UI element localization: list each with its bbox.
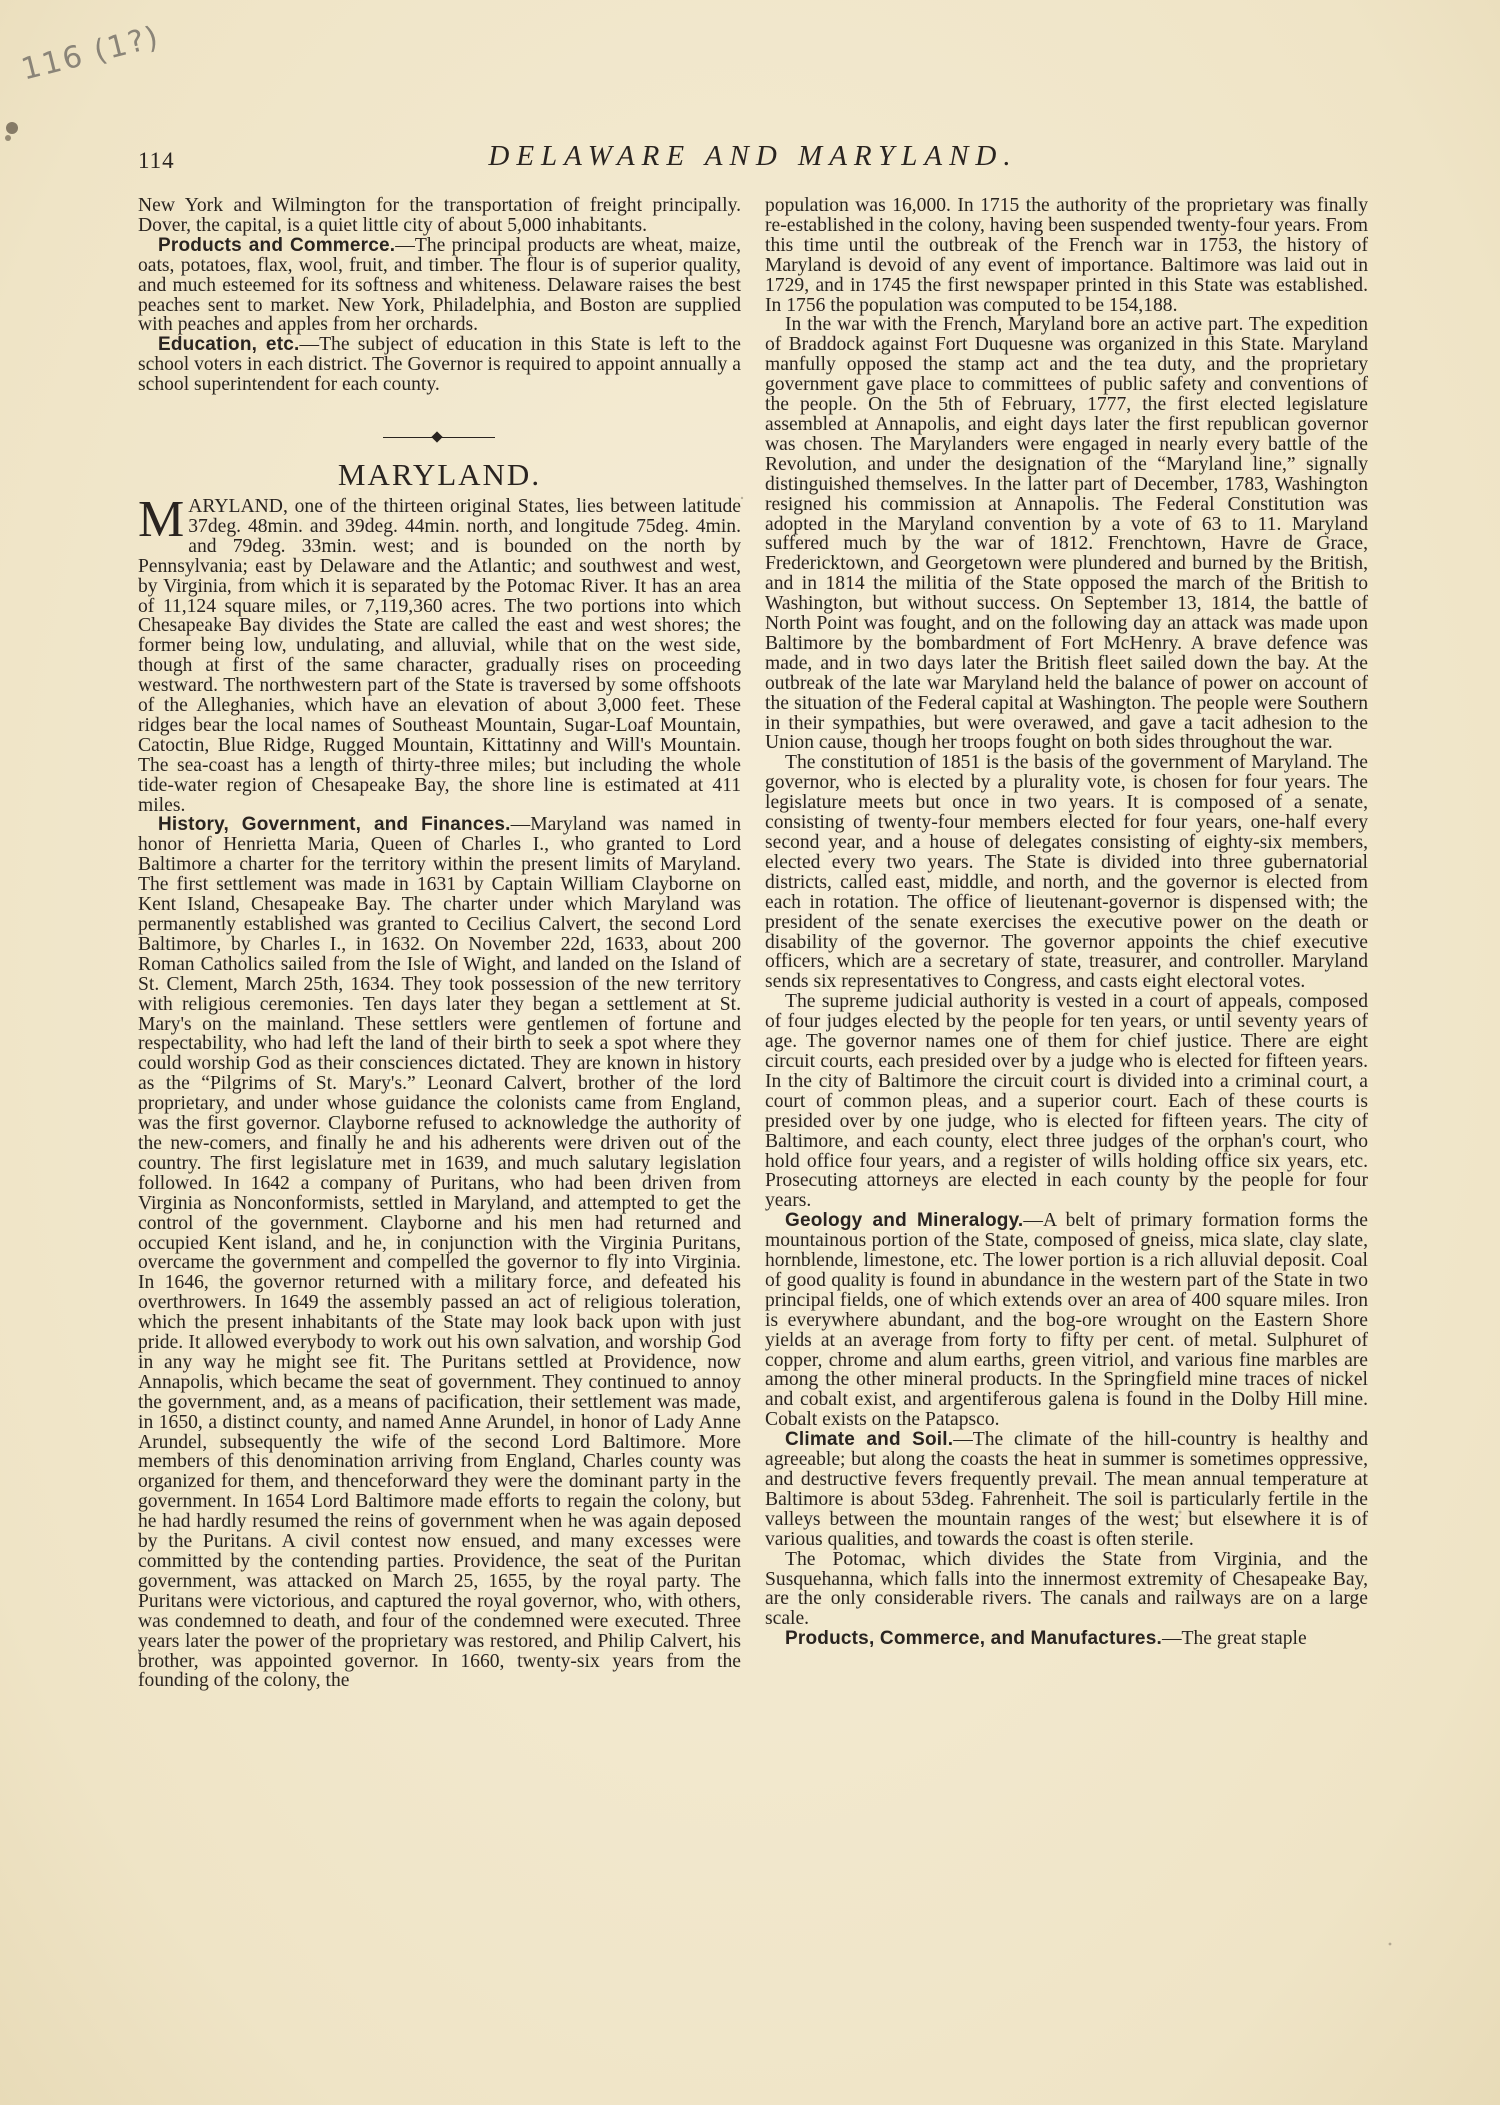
text-climate: —The climate of the hill-country is healthy and agreeable; but along the coasts the heat in summer is sometimes oppressive, and destructive fevers frequently prevail. The mean annual temperature at Baltimore is about 53deg. Fahrenheit. The soil is particularly fertile in the valleys between the mountain ranges of the west; but elsewhere it is of various qualities, and towards the coast is often sterile. (765, 1429, 1368, 1550)
text-history: —Maryland was named in honor of Henrietta Maria, Queen of Charles I., who granted to Lord Baltimore a charter for the territory within the present limits of Maryland. The first settlement was made in 1631 by Captain William Clayborne on Kent Island, Chesapeake Bay. The charter under which Maryland was permanently established was granted to Cecilius Calvert, the second Lord Baltimore, by Charles I., in 1632. On November 22d, 1633, about 200 Roman Catholics sailed from the Isle of Wight, and landed on the Island of St. Clement, March 25th, 1634. They took possession of the new territory with religious ceremonies. Ten days later they began a settlement at St. Mary's on the mainland. These settlers were gentlemen of fortune and respectability, who had left the land of their birth to seek a spot where they could worship God as their consciences dictated. They are known in history as the “Pilgrims of St. Mary's.” Leonard Calvert, brother of the lord proprietary, and under whose guidance the colonists came from England, was the first governor. Clayborne refused to acknowledge the authority of the new-comers, and finally he and his adherents were driven out of the country. The first legislature met in 1639, and much salutary legislation followed. In 1642 a company of Puritans, who had been driven from Virginia as Nonconformists, settled in Maryland, and attempted to get the control of the government. Clayborne and his men had returned and occupied Kent island, and he, in conjunction with the Virginia Puritans, overcame the government and compelled the governor to fly into Virginia. In 1646, the governor returned with a military force, and defeated his overthrowers. In 1649 the assembly passed an act of religious toleration, which the present inhabitants of the State may look back upon with just pride. It allowed everybody to work out his own salvation, and worship God in any way he might see fit. The Puritans settled at Providence, now Annapolis, which became the seat of government. They continued to annoy the government, and, as a means of pacification, their settlement was made, in 1650, a distinct county, and named Anne Arundel, in honor of Lady Anne Arundel, subsequently the wife of the second Lord Baltimore. More members of this denomination arriving from England, Charles county was organized for them, and thenceforward they were the dominant party in the government. In 1654 Lord Baltimore made efforts to regain the colony, but he had hardly resumed the reins of government when he was again deposed by the Puritans. A civil contest now ensued, and many excesses were committed by the contending parties. Providence, the seat of the Puritan government, was attacked on March 25, 1655, by the royal party. The Puritans were victorious, and captured the royal governor, who, with others, was condemned to death, and four of the condemned were executed. Three years later the power of the proprietary was restored, and Philip Calvert, his brother, was appointed governor. In 1660, twenty-six years from the founding of the colony, the (138, 814, 741, 1692)
paragraph-rivers: The Potomac, which divides the State from Virginia, and the Susquehanna, which falls into the innermost extremity of Chesapeake Bay, are the only considerable rivers. The canals and railways are on a large scale. (765, 1548, 1368, 1630)
paragraph-continued: population was 16,000. In 1715 the authority of the proprietary was finally re-established in the colony, having been suspended twenty-four years. From this time until the outbreak of the French war in 1753, the history of Maryland is devoid of any event of importance. Baltimore was laid out in 1729, and in 1745 the first newspaper printed in this State was established. In 1756 the population was computed to be 154,188. (765, 195, 1368, 316)
drop-cap: M (138, 490, 185, 548)
heading-geology: Geology and Mineralogy. (785, 1210, 1024, 1232)
text-maryland-intro: ARYLAND, one of the thirteen original States, lies between latitude 37deg. 48min. and 39deg. 44min. north, and longitude 75deg. 4min. and 79deg. 33min. west; and is bounded on the north by Pennsylvania; east by Delaware and the Atlantic; and southwest and west, by Virginia, from which it is separated by the Potomac River. It has an area of 11,124 square miles, or 7,119,360 acres. The two portions into which Chesapeake Bay divides the State are called the east and west shores; the former being low, undulating, and alluvial, while that on the west side, though at first of the same character, gradually rises on proceeding westward. The northwestern part of the State is traversed by some offshoots of the Alleghanies, which have an elevation of about 3,000 feet. These ridges bear the local names of Southeast Mountain, Sugar-Loaf Mountain, Catoctin, Blue Ridge, Rugged Mountain, Kittatinny and Will's Mountain. The sea-coast has a length of thirty-three miles; but including the whole tide-water region of Chesapeake Bay, the shore line is estimated at 411 miles. (138, 495, 741, 816)
page-number: 114 (138, 148, 175, 173)
right-column (765, 196, 1368, 1649)
running-head (138, 140, 1368, 180)
pencil-margin-note: 116 (1?) (17, 19, 164, 88)
paragraph-products (138, 236, 741, 336)
paragraph-education (138, 335, 741, 395)
paragraph-climate (765, 1430, 1368, 1549)
text-education: —The subject of education in this State is left to the school voters in each district. The Governor is required to appoint annually a school superintendent for each county. (138, 334, 741, 396)
paragraph-war: In the war with the French, Maryland bore an active part. The expedition of Braddock against Fort Duquesne was organized in this State. Maryland manfully opposed the stamp act and the tea duty, and the proprietary government gave place to committees of public safety and conventions of the people. On the 5th of February, 1777, the first elected legislature assembled at Annapolis, and eight days later the first republican governor was chosen. The Marylanders were engaged in nearly every battle of the Revolution, and under the designation of the “Maryland line,” signally distinguished themselves. In the latter part of December, 1783, Washington resigned his commission at Annapolis. The Federal Constitution was adopted in the Maryland convention by a vote of 63 to 11. Maryland suffered much by the war of 1812. Frenchtown, Havre de Grace, Fredericktown, and Georgetown were plundered and burned by the British, and in 1814 the militia of the State opposed the march of the British to Washington, but without success. On September 13, 1814, the battle of North Point was fought, and on the following day an attack was made upon Baltimore by the bombardment of Fort McHenry. A brave defence was made, and in two days later the British fleet sailed down the bay. At the outbreak of the late war Maryland held the balance of power on account of the situation of the Federal capital at Washington. The people were Southern in their sympathies, but were overawed, and gave a tacit adhesion to the Union cause, though her troops fought on both sides throughout the war. (765, 314, 1368, 754)
heading-education: Education, etc. (158, 334, 300, 356)
running-title: DELAWARE AND MARYLAND. (488, 140, 1018, 172)
heading-history: History, Government, and Finances. (158, 814, 511, 836)
left-column (138, 196, 741, 1691)
paragraph-history (138, 815, 741, 1691)
paragraph-geology (765, 1211, 1368, 1430)
heading-climate: Climate and Soil. (785, 1429, 954, 1451)
paragraph-intro: New York and Wilmington for the transportation of freight principally. Dover, the capital, is a quiet little city of about 5,000 inhabitants. (138, 195, 741, 236)
paragraph-maryland-intro (138, 490, 741, 816)
paragraph-manufactures (765, 1629, 1368, 1649)
text-geology: —A belt of primary formation forms the mountainous portion of the State, composed of gneiss, mica slate, clay slate, hornblende, limestone, etc. The lower portion is a rich alluvial deposit. Coal of good quality is found in abundance in the western part of the State in two principal fields, one of which extends over an area of 400 square miles. Iron is everywhere abundant, and the bog-ore wrought on the Eastern Shore yields at an average from forty to fifty per cent. of metal. Sulphuret of copper, chrome and alum earths, green vitriol, and various fine marbles are among the other mineral products. In the Springfield mine traces of nickel and cobalt exist, and argentiferous galena is found in the Dolby Hill mine. Cobalt exists on the Patapsco. (765, 1210, 1368, 1431)
text-products: —The principal products are wheat, maize, oats, potatoes, flax, wool, fruit, and timber. The flour is of superior quality, and much esteemed for its softness and whiteness. Delaware raises the best peaches sent to market. New York, Philadelphia, and Boston are supplied with peaches and apples from her orchards. (138, 234, 741, 336)
text-manufactures: —The great staple (1161, 1628, 1307, 1650)
heading-products: Products and Commerce. (158, 234, 396, 256)
section-ornament (138, 431, 741, 445)
paragraph-constitution: The constitution of 1851 is the basis of the government of Maryland. The governor, who is elected by a plurality vote, is chosen for four years. The legislature meets but once in two years. It is composed of a senate, consisting of twenty-four members elected for four years, one-half every second year, and a house of delegates consisting of eighty-six members, elected every two years. The State is divided into three gubernatorial districts, called east, middle, and north, and the governor is elected from each in rotation. The office of lieutenant-governor is dispensed with; the president of the senate exercises the executive power on the death or disability of the governor. The governor appoints the chief executive officers, which are a secretary of state, treasurer, and controller. Maryland sends six representatives to Congress, and casts eight electoral votes. (765, 752, 1368, 993)
section-title: MARYLAND. (337, 457, 542, 493)
heading-manufactures: Products, Commerce, and Manufactures. (785, 1628, 1162, 1650)
paragraph-judicial: The supreme judicial authority is vested in a court of appeals, composed of four judges elected by the people for ten years, or until seventy years of age. The governor names one of them for chief justice. There are eight circuit courts, each presided over by a judge who is elected for fifteen years. In the city of Baltimore the circuit court is divided into a criminal court, a court of common pleas, and a superior court. Each of these courts is presided over by one judge, who is elected for fifteen years. The city of Baltimore, and each county, elect three judges of the orphan's court, who hold office four years, and a register of wills holding office six years, etc. Prosecuting attorneys are elected in each county by the people for four years. (765, 991, 1368, 1212)
